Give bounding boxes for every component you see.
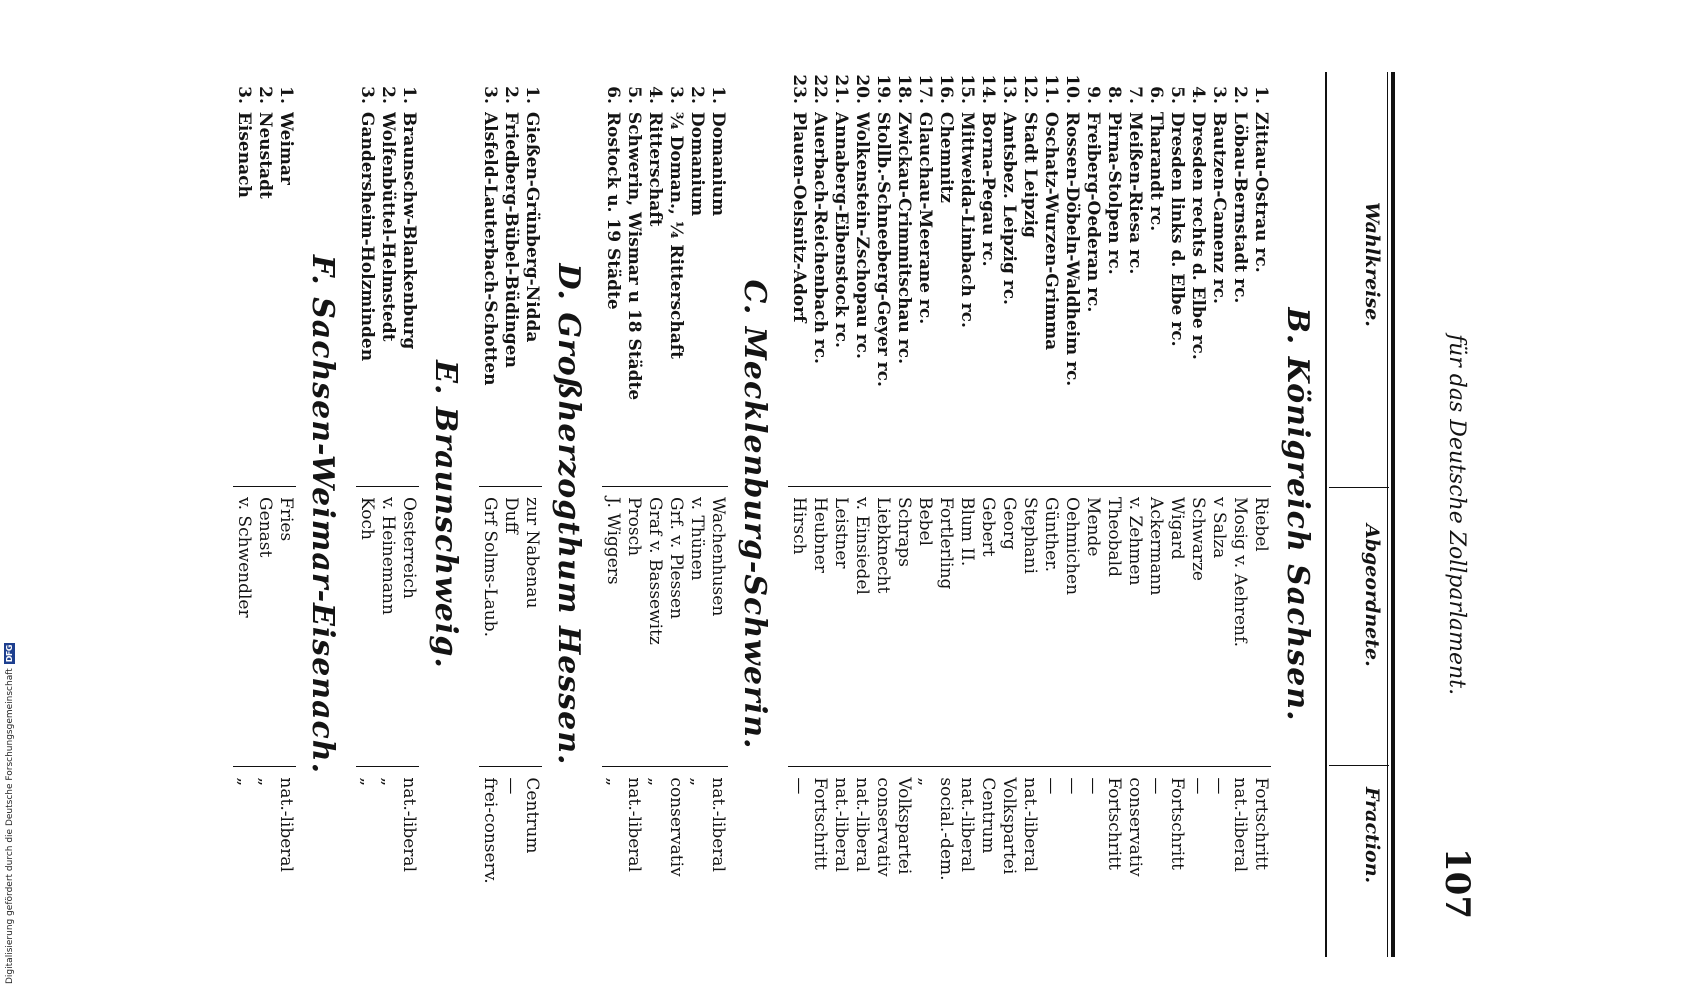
section-heading: E. Braunschweig. bbox=[428, 360, 463, 669]
abgeordneter-cell: v. Thünen bbox=[686, 486, 707, 766]
fraction-cell: — bbox=[500, 766, 521, 957]
fraction-cell: nat.-liberal bbox=[1229, 766, 1250, 957]
table-row bbox=[1208, 72, 1229, 957]
wahlkreis-cell: Domanium bbox=[687, 111, 707, 217]
table-row bbox=[377, 72, 398, 957]
table-row bbox=[809, 72, 830, 957]
section-spacer bbox=[348, 72, 356, 957]
abgeordneter-cell: Oehmichen bbox=[1061, 486, 1082, 766]
wahlkreis-cell: Annaberg-Eibenstock rc. bbox=[831, 111, 851, 348]
abgeordneter-cell: Hirsch bbox=[788, 486, 809, 766]
fraction-cell: frei-conserv. bbox=[479, 766, 500, 957]
table-row bbox=[977, 72, 998, 957]
fraction-cell: — bbox=[1040, 766, 1061, 957]
fraction-cell: „ bbox=[356, 766, 377, 957]
wahlkreis-cell: Dresden rechts d. Elbe rc. bbox=[1188, 111, 1208, 360]
fraction-cell: — bbox=[1145, 766, 1166, 957]
section-rows bbox=[233, 72, 296, 957]
row-number: 6. bbox=[603, 86, 623, 104]
wahlkreis-cell: Löbau-Bernstadt rc. bbox=[1230, 111, 1250, 304]
abgeordneter-cell: Wigard bbox=[1166, 486, 1187, 766]
abgeordneter-cell: Günther. bbox=[1040, 486, 1061, 766]
fraction-cell: Centrum bbox=[521, 766, 542, 957]
abgeordneter-cell: Grf. v. Plessen bbox=[665, 486, 686, 766]
column-header-abgeordnete: Abgeordnete. bbox=[1361, 524, 1383, 667]
section-spacer bbox=[780, 72, 788, 957]
abgeordneter-cell: J. Wiggers bbox=[602, 486, 623, 766]
document-page bbox=[105, 72, 1495, 957]
wahlkreis-cell: Meißen-Riesa rc. bbox=[1125, 111, 1145, 275]
wahlkreis-cell: Plauen-Oelsnitz-Adorf bbox=[789, 111, 809, 323]
fraction-cell: „ bbox=[377, 766, 398, 957]
table-row bbox=[233, 72, 254, 957]
section bbox=[348, 72, 471, 957]
abgeordneter-cell: Liebknecht bbox=[872, 486, 893, 766]
table-row bbox=[1250, 72, 1271, 957]
abgeordneter-cell: v Salza bbox=[1208, 486, 1229, 766]
table-row bbox=[275, 72, 296, 957]
table-row bbox=[998, 72, 1019, 957]
fraction-cell: nat.-liberal bbox=[851, 766, 872, 957]
fraction-cell: — bbox=[788, 766, 809, 957]
wahlkreis-cell: Glauchau-Meerane rc. bbox=[915, 111, 935, 325]
section bbox=[225, 72, 348, 957]
wahlkreis-cell: Amtsbez. Leipzig rc. bbox=[999, 111, 1019, 305]
wahlkreis-cell: Tharandt rc. bbox=[1146, 111, 1166, 232]
fraction-cell: conservativ bbox=[665, 766, 686, 957]
wahlkreis-cell: Friedberg-Bübel-Büdingen bbox=[501, 111, 521, 368]
fraction-cell: „ bbox=[644, 766, 665, 957]
abgeordneter-cell: Graf v. Bassewitz bbox=[644, 486, 665, 766]
fraction-cell: Centrum bbox=[977, 766, 998, 957]
header-rule bbox=[1387, 72, 1395, 957]
wahlkreis-cell: Freiberg-Oederan rc. bbox=[1083, 111, 1103, 313]
row-number: 1. bbox=[276, 86, 296, 104]
row-number: 2. bbox=[378, 86, 398, 104]
row-number: 3. bbox=[480, 86, 500, 104]
wahlkreis-cell: Zwickau-Crimmitschau rc. bbox=[894, 111, 914, 365]
row-number: 2. bbox=[255, 86, 275, 104]
row-number: 1. bbox=[1251, 86, 1271, 104]
abgeordneter-cell: Stephani bbox=[1019, 486, 1040, 766]
wahlkreis-cell: Rossen-Döbeln-Waldheim rc. bbox=[1062, 111, 1082, 387]
fraction-cell: nat.-liberal bbox=[707, 766, 728, 957]
wahlkreis-cell: Dresden links d. Elbe rc. bbox=[1167, 111, 1187, 347]
table-row bbox=[956, 72, 977, 957]
section-spacer bbox=[225, 72, 233, 957]
abgeordneter-cell: v. Zehmen bbox=[1124, 486, 1145, 766]
abgeordneter-cell: Leistner bbox=[830, 486, 851, 766]
fraction-cell: Fortschritt bbox=[809, 766, 830, 957]
abgeordneter-cell: v. Heinemann bbox=[377, 486, 398, 766]
row-number: 19. bbox=[873, 74, 893, 104]
row-number: 3. bbox=[357, 86, 377, 104]
table-row bbox=[1103, 72, 1124, 957]
table-row bbox=[893, 72, 914, 957]
wahlkreis-cell: Eisenach bbox=[234, 111, 254, 198]
row-number: 15. bbox=[957, 74, 977, 104]
table-row bbox=[521, 72, 542, 957]
table-row bbox=[1166, 72, 1187, 957]
section-rows bbox=[602, 72, 728, 957]
wahlkreis-cell: Borna-Pegau rc. bbox=[978, 111, 998, 267]
page-number: 107 bbox=[1437, 848, 1477, 919]
table-row bbox=[830, 72, 851, 957]
fraction-cell: social.-dem. bbox=[935, 766, 956, 957]
row-number: 17. bbox=[915, 74, 935, 104]
section bbox=[780, 72, 1323, 957]
row-number: 16. bbox=[936, 74, 956, 104]
wahlkreis-cell: Domanium bbox=[708, 111, 728, 217]
abgeordneter-cell: Georg bbox=[998, 486, 1019, 766]
table-row bbox=[623, 72, 644, 957]
row-number: 10. bbox=[1062, 74, 1082, 104]
fraction-cell: „ bbox=[254, 766, 275, 957]
table-row bbox=[914, 72, 935, 957]
table-row bbox=[1187, 72, 1208, 957]
row-number: 1. bbox=[399, 86, 419, 104]
abgeordneter-cell: Grf Solms-Laub. bbox=[479, 486, 500, 766]
row-number: 3. bbox=[1209, 86, 1229, 104]
row-number: 5. bbox=[624, 86, 644, 104]
wahlkreis-cell: Alsfeld-Lauterbach-Schotten bbox=[480, 111, 500, 386]
section-spacer bbox=[594, 72, 602, 957]
wahlkreis-cell: Zittau-Ostrau rc. bbox=[1251, 111, 1271, 273]
section bbox=[471, 72, 594, 957]
section-rows bbox=[479, 72, 542, 957]
row-number: 20. bbox=[852, 74, 872, 104]
abgeordneter-cell: Duff bbox=[500, 486, 521, 766]
abgeordneter-cell: Mende bbox=[1082, 486, 1103, 766]
row-number: 3. bbox=[666, 86, 686, 104]
abgeordneter-cell: v. Schwendler bbox=[233, 486, 254, 766]
fraction-cell: „ bbox=[914, 766, 935, 957]
section-spacer bbox=[471, 72, 479, 957]
wahlkreis-cell: Wolkenstein-Zschopau rc. bbox=[852, 111, 872, 359]
table-row bbox=[1061, 72, 1082, 957]
table-row bbox=[479, 72, 500, 957]
wahlkreis-cell: Ritterschaft bbox=[645, 111, 665, 227]
abgeordneter-cell: Wachenhusen bbox=[707, 486, 728, 766]
table-row bbox=[851, 72, 872, 957]
abgeordneter-cell: v. Einsiedel bbox=[851, 486, 872, 766]
fraction-cell: conservativ bbox=[1124, 766, 1145, 957]
wahlkreis-cell: Gießen-Grünberg-Nidda bbox=[522, 111, 542, 343]
abgeordneter-cell: Prosch bbox=[623, 486, 644, 766]
electoral-tables bbox=[225, 72, 1323, 957]
wahlkreis-cell: Pirna-Stolpen rc. bbox=[1104, 111, 1124, 275]
fraction-cell: „ bbox=[686, 766, 707, 957]
wahlkreis-cell: Braunschw-Blankenburg bbox=[399, 111, 419, 350]
wahlkreis-cell: ¾ Doman., ¼ Ritterschaft bbox=[666, 111, 686, 359]
wahlkreis-cell: Gandersheim-Holzminden bbox=[357, 111, 377, 362]
row-number: 6. bbox=[1146, 86, 1166, 104]
section-heading: F. Sachsen-Weimar-Eisenach. bbox=[305, 254, 340, 775]
fraction-cell: Fortschritt bbox=[1166, 766, 1187, 957]
fraction-cell: — bbox=[1187, 766, 1208, 957]
abgeordneter-cell: Mosig v. Aehrenf. bbox=[1229, 486, 1250, 766]
table-row bbox=[1019, 72, 1040, 957]
abgeordneter-cell: Blum II. bbox=[956, 486, 977, 766]
row-number: 7. bbox=[1125, 86, 1145, 104]
section bbox=[594, 72, 780, 957]
dfg-logo: DFG bbox=[5, 645, 14, 663]
row-number: 3. bbox=[234, 86, 254, 104]
abgeordneter-cell: Fortlerling bbox=[935, 486, 956, 766]
table-row bbox=[686, 72, 707, 957]
digitization-credit bbox=[2, 612, 16, 998]
row-number: 12. bbox=[1020, 74, 1040, 104]
row-number: 2. bbox=[687, 86, 707, 104]
column-divider bbox=[1329, 487, 1389, 488]
wahlkreis-cell: Rostock u. 19 Städte bbox=[603, 111, 623, 310]
abgeordneter-cell: Genast bbox=[254, 486, 275, 766]
row-number: 22. bbox=[810, 74, 830, 104]
table-row bbox=[872, 72, 893, 957]
row-number: 8. bbox=[1104, 86, 1124, 104]
table-row bbox=[1145, 72, 1166, 957]
row-number: 21. bbox=[831, 74, 851, 104]
fraction-cell: — bbox=[1061, 766, 1082, 957]
section-rows bbox=[788, 72, 1271, 957]
fraction-cell: Volkspartei bbox=[893, 766, 914, 957]
fraction-cell: nat.-liberal bbox=[275, 766, 296, 957]
abgeordneter-cell: zur Nabenau bbox=[521, 486, 542, 766]
row-number: 11. bbox=[1041, 74, 1061, 104]
table-row bbox=[1082, 72, 1103, 957]
row-number: 9. bbox=[1083, 86, 1103, 104]
wahlkreis-cell: Auerbach-Reichenbach rc. bbox=[810, 111, 830, 364]
abgeordneter-cell: Koch bbox=[356, 486, 377, 766]
fraction-cell: nat.-liberal bbox=[1019, 766, 1040, 957]
fraction-cell: nat.-liberal bbox=[830, 766, 851, 957]
row-number: 18. bbox=[894, 74, 914, 104]
column-header-wahlkreise: Wahlkreise. bbox=[1361, 202, 1383, 327]
column-header-rule bbox=[1325, 72, 1327, 957]
section-heading: C. Mecklenburg-Schwerin. bbox=[737, 279, 772, 750]
fraction-cell: Fortschritt bbox=[1250, 766, 1271, 957]
abgeordneter-cell: Oesterreich bbox=[398, 486, 419, 766]
abgeordneter-cell: Ackermann bbox=[1145, 486, 1166, 766]
table-row bbox=[788, 72, 809, 957]
table-row bbox=[1124, 72, 1145, 957]
wahlkreis-cell: Wolfenbüttel-Helmstedt bbox=[378, 111, 398, 342]
table-row bbox=[602, 72, 623, 957]
fraction-cell: Fortschritt bbox=[1103, 766, 1124, 957]
row-number: 1. bbox=[708, 86, 728, 104]
row-number: 2. bbox=[1230, 86, 1250, 104]
row-number: 4. bbox=[645, 86, 665, 104]
credit-text: Digitalisierung gefördert durch die Deutsche Forschungsgemeinschaft bbox=[4, 668, 15, 984]
fraction-cell: — bbox=[1082, 766, 1103, 957]
table-row bbox=[935, 72, 956, 957]
abgeordneter-cell: Schraps bbox=[893, 486, 914, 766]
row-number: 1. bbox=[522, 86, 542, 104]
fraction-cell: nat.-liberal bbox=[398, 766, 419, 957]
wahlkreis-cell: Schwerin, Wismar u 18 Städte bbox=[624, 111, 644, 401]
table-row bbox=[665, 72, 686, 957]
wahlkreis-cell: Stadt Leipzig bbox=[1020, 111, 1040, 238]
fraction-cell: conservativ bbox=[872, 766, 893, 957]
wahlkreis-cell: Neustadt bbox=[255, 111, 275, 199]
abgeordneter-cell: Theobald bbox=[1103, 486, 1124, 766]
wahlkreis-cell: Bautzen-Camenz rc. bbox=[1209, 111, 1229, 304]
abgeordneter-cell: Gebert bbox=[977, 486, 998, 766]
wahlkreis-cell: Weimar bbox=[276, 111, 296, 185]
column-header-fraction: Fraction. bbox=[1361, 787, 1383, 884]
table-row bbox=[644, 72, 665, 957]
running-title: für das Deutsche Zollparlament. bbox=[1444, 333, 1469, 696]
table-row bbox=[1040, 72, 1061, 957]
table-row bbox=[500, 72, 521, 957]
abgeordneter-cell: Riebel bbox=[1250, 486, 1271, 766]
abgeordneter-cell: Schwarze bbox=[1187, 486, 1208, 766]
section-heading: D. Großherzogthum Hessen. bbox=[551, 263, 586, 766]
section-rows bbox=[356, 72, 419, 957]
abgeordneter-cell: Heubner bbox=[809, 486, 830, 766]
wahlkreis-cell: Chemnitz bbox=[936, 111, 956, 203]
row-number: 4. bbox=[1188, 86, 1208, 104]
fraction-cell: — bbox=[1208, 766, 1229, 957]
row-number: 23. bbox=[789, 74, 809, 104]
abgeordneter-cell: Bebel bbox=[914, 486, 935, 766]
row-number: 14. bbox=[978, 74, 998, 104]
abgeordneter-cell: Fries bbox=[275, 486, 296, 766]
page-header bbox=[1415, 72, 1495, 957]
row-number: 13. bbox=[999, 74, 1019, 104]
table-row bbox=[254, 72, 275, 957]
table-row bbox=[356, 72, 377, 957]
wahlkreis-cell: Mittweida-Limbach rc. bbox=[957, 111, 977, 328]
fraction-cell: Volkspartei bbox=[998, 766, 1019, 957]
fraction-cell: „ bbox=[233, 766, 254, 957]
fraction-cell: nat.-liberal bbox=[623, 766, 644, 957]
wahlkreis-cell: Oschatz-Wurzen-Grimma bbox=[1041, 111, 1061, 351]
fraction-cell: nat.-liberal bbox=[956, 766, 977, 957]
row-number: 2. bbox=[501, 86, 521, 104]
table-row bbox=[707, 72, 728, 957]
table-row bbox=[398, 72, 419, 957]
fraction-cell: „ bbox=[602, 766, 623, 957]
wahlkreis-cell: Stollb.-Schneeberg-Geyer rc. bbox=[873, 111, 893, 387]
table-row bbox=[1229, 72, 1250, 957]
section-heading: B. Königreich Sachsen. bbox=[1280, 307, 1315, 722]
row-number: 5. bbox=[1167, 86, 1187, 104]
column-divider bbox=[1329, 765, 1389, 766]
